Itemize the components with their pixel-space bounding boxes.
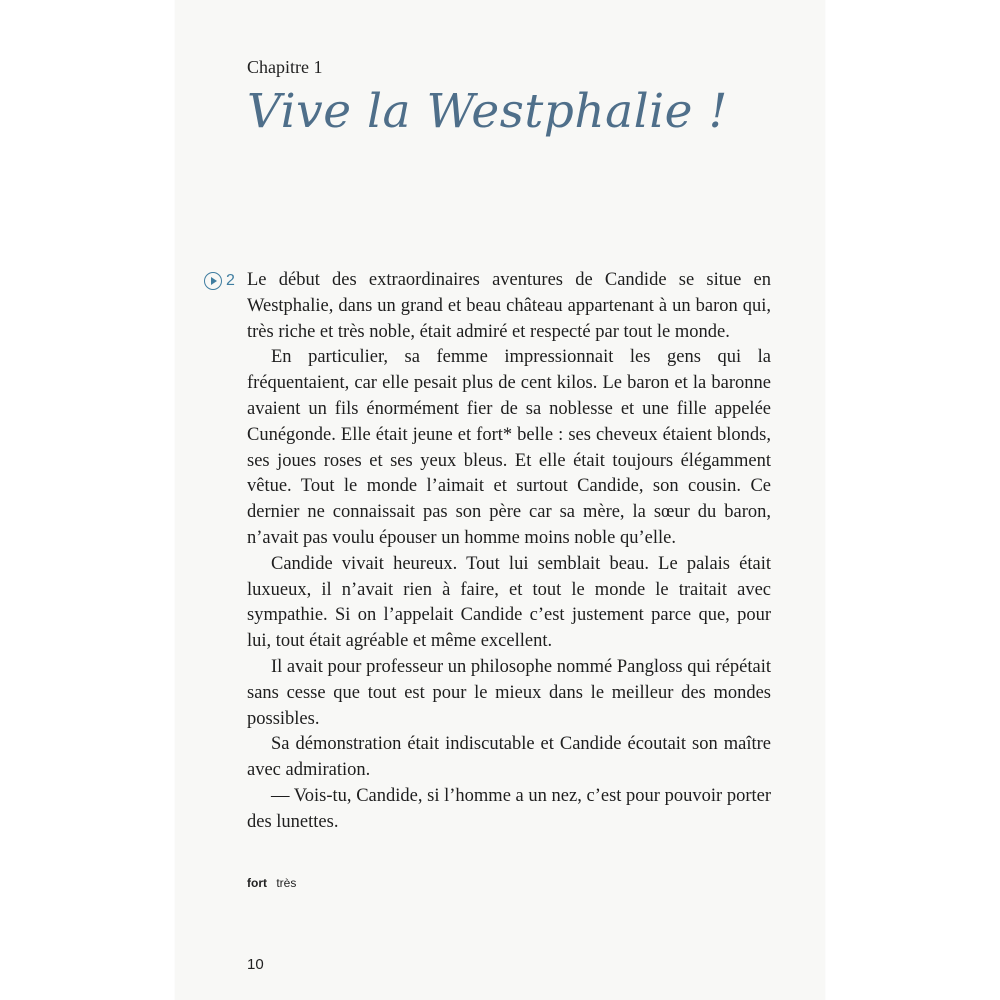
paragraph: Sa démonstration était indiscutable et Candide écoutait son maître avec admiration. [247, 734, 771, 781]
footnote-term: fort [247, 876, 267, 890]
footnote [247, 876, 296, 890]
paragraph: En particulier, sa femme impressionnait les gens qui la fréquentaient, car elle pesait plus de cent kilos. Le baron et la baronne avaient un fils énormément fier de sa noblesse et une fille appelée Cunégonde. Elle était jeune et fort* belle : ses cheveux étaient blonds, ses joues roses et ses yeux bleus. Et elle était toujours élégamment vêtue. Tout le monde l’aimait et surtout Candide, son cousin. Ce dernier ne connaissait pas son père car sa mère, la sœur du baron, n’avait pas voulu épouser un homme moins noble qu’elle. [247, 347, 771, 548]
paragraph: Candide vivait heureux. Tout lui semblait beau. Le palais était luxueux, il n’avait rien à faire, et tout le monde le traitait avec sympathie. Si on l’appelait Candide c’est justement parce que, pour lui, tout était agréable et même excellent. [247, 553, 771, 652]
paragraph: Le début des extraordinaires aventures de Candide se situe en Westphalie, dans un grand et beau château appartenant à un baron qui, très riche et très noble, était admiré et respecté par tout le monde. [247, 270, 771, 342]
audio-track-number: 2 [226, 272, 235, 289]
page-number: 10 [247, 956, 264, 973]
paragraph: — Vois-tu, Candide, si l’homme a un nez, c’est pour pouvoir porter des lunettes. [247, 785, 771, 832]
book-page [175, 0, 825, 1000]
chapter-label: Chapitre 1 [247, 57, 323, 77]
chapter-title: Vive la Westphalie ! [247, 84, 728, 139]
chapter-body [247, 268, 771, 836]
paragraph: Il avait pour professeur un philosophe nommé Pangloss qui répétait sans cesse que tout est pour le mieux dans le meilleur des mondes possibles. [247, 656, 771, 729]
footnote-definition: très [276, 876, 297, 890]
audio-track-marker[interactable] [204, 272, 235, 290]
play-circle-icon[interactable] [204, 272, 222, 290]
